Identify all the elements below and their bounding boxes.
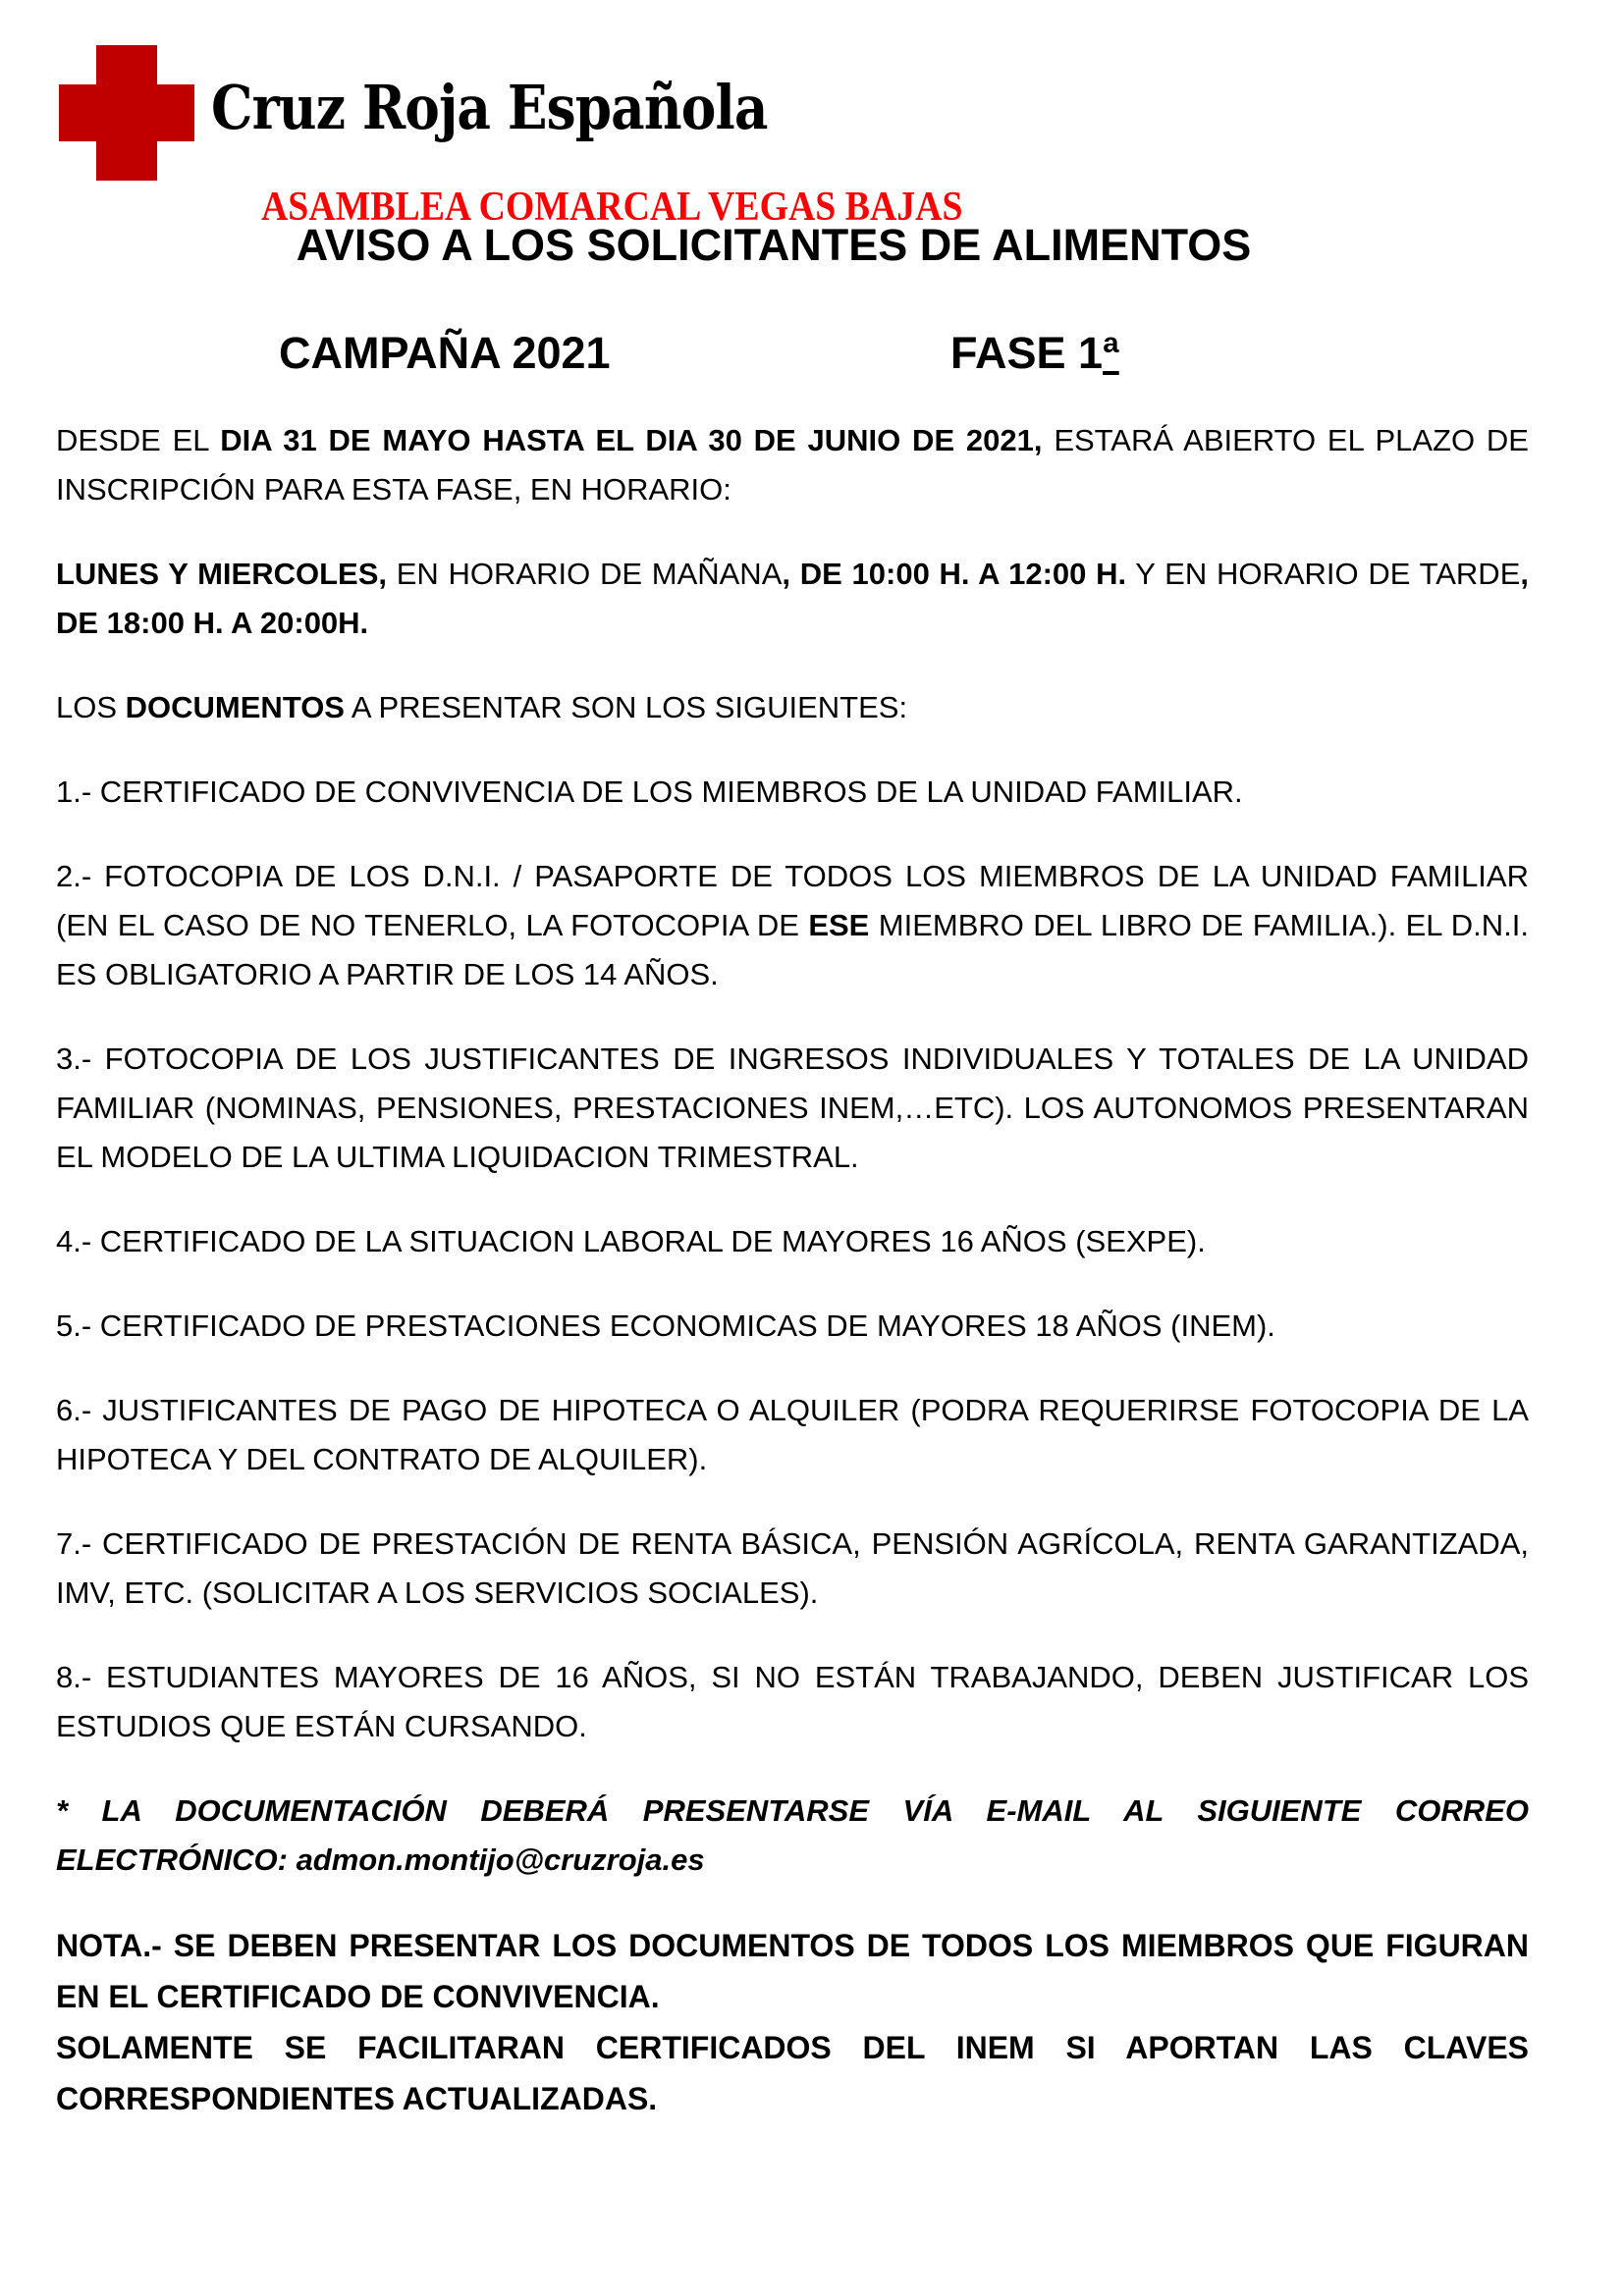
red-cross-icon bbox=[59, 45, 194, 181]
document-body bbox=[56, 416, 1529, 2124]
document-item-7: 7.- CERTIFICADO DE PRESTACIÓN DE RENTA BÁSICA, PENSIÓN AGRÍCOLA, RENTA GARANTIZADA, IMV, ETC. (SOLICITAR A LOS SERVICIOS SOCIALES). bbox=[56, 1526, 1529, 1610]
paragraph-schedule: LUNES Y MIERCOLES, EN HORARIO DE MAÑANA, DE 10:00 H. A 12:00 H. Y EN HORARIO DE TARDE, DE 18:00 H. A 20:00H. bbox=[56, 557, 1529, 640]
document-item-3: 3.- FOTOCOPIA DE LOS JUSTIFICANTES DE INGRESOS INDIVIDUALES Y TOTALES DE LA UNIDAD FAMILIAR (NOMINAS, PENSIONES, PRESTACIONES INEM,…ETC). LOS AUTONOMOS PRESENTARAN EL MODELO DE LA ULTIMA LIQUIDACION TRIMESTRAL. bbox=[56, 1041, 1529, 1174]
nota-line-2: SOLAMENTE SE FACILITARAN CERTIFICADOS DEL INEM SI APORTAN LAS CLAVES CORRESPONDIENTES ACTUALIZADAS. bbox=[56, 2030, 1529, 2116]
paragraph-email-note: * LA DOCUMENTACIÓN DEBERÁ PRESENTARSE VÍA E-MAIL AL SIGUIENTE CORREO ELECTRÓNICO: admon.montijo@cruzroja.es bbox=[56, 1793, 1529, 1877]
paragraph-documents-intro: LOS DOCUMENTOS A PRESENTAR SON LOS SIGUIENTES: bbox=[56, 690, 908, 724]
org-name: Cruz Roja Española bbox=[211, 72, 768, 143]
document-item-4: 4.- CERTIFICADO DE LA SITUACION LABORAL DE MAYORES 16 AÑOS (SEXPE). bbox=[56, 1224, 1206, 1258]
phase-ordinal: ª bbox=[1103, 328, 1119, 378]
nota-line-1: NOTA.- SE DEBEN PRESENTAR LOS DOCUMENTOS DE TODOS LOS MIEMBROS QUE FIGURAN EN EL CERTIFICADO DE CONVIVENCIA. bbox=[56, 1928, 1529, 2014]
assembly-line: ASAMBLEA COMARCAL VEGAS BAJAS bbox=[261, 185, 963, 230]
paragraph-nota bbox=[56, 1920, 1529, 2124]
notice-title: AVISO A LOS SOLICITANTES DE ALIMENTOS bbox=[296, 220, 1252, 270]
document-item-6: 6.- JUSTIFICANTES DE PAGO DE HIPOTECA O ALQUILER (PODRA REQUERIRSE FOTOCOPIA DE LA HIPOTECA Y DEL CONTRATO DE ALQUILER). bbox=[56, 1393, 1529, 1476]
paragraph-enrollment-period: DESDE EL DIA 31 DE MAYO HASTA EL DIA 30 DE JUNIO DE 2021, ESTARÁ ABIERTO EL PLAZO DE INSCRIPCIÓN PARA ESTA FASE, EN HORARIO: bbox=[56, 423, 1529, 507]
phase-label bbox=[950, 326, 1119, 381]
document-item-1: 1.- CERTIFICADO DE CONVIVENCIA DE LOS MIEMBROS DE LA UNIDAD FAMILIAR. bbox=[56, 774, 1243, 809]
phase-text: FASE 1 bbox=[950, 328, 1104, 378]
email-address: admon.montijo@cruzroja.es bbox=[296, 1842, 705, 1877]
campaign-label: CAMPAÑA 2021 bbox=[279, 328, 611, 378]
document-item-2: 2.- FOTOCOPIA DE LOS D.N.I. / PASAPORTE DE TODOS LOS MIEMBROS DE LA UNIDAD FAMILIAR (EN EL CASO DE NO TENERLO, LA FOTOCOPIA DE ESE MIEMBRO DEL LIBRO DE FAMILIA.). EL D.N.I. ES OBLIGATORIO A PARTIR DE LOS 14 AÑOS. bbox=[56, 859, 1529, 991]
document-item-5: 5.- CERTIFICADO DE PRESTACIONES ECONOMICAS DE MAYORES 18 AÑOS (INEM). bbox=[56, 1308, 1275, 1343]
document-item-8: 8.- ESTUDIANTES MAYORES DE 16 AÑOS, SI NO ESTÁN TRABAJANDO, DEBEN JUSTIFICAR LOS ESTUDIOS QUE ESTÁN CURSANDO. bbox=[56, 1660, 1529, 1743]
document-header bbox=[0, 0, 1624, 416]
